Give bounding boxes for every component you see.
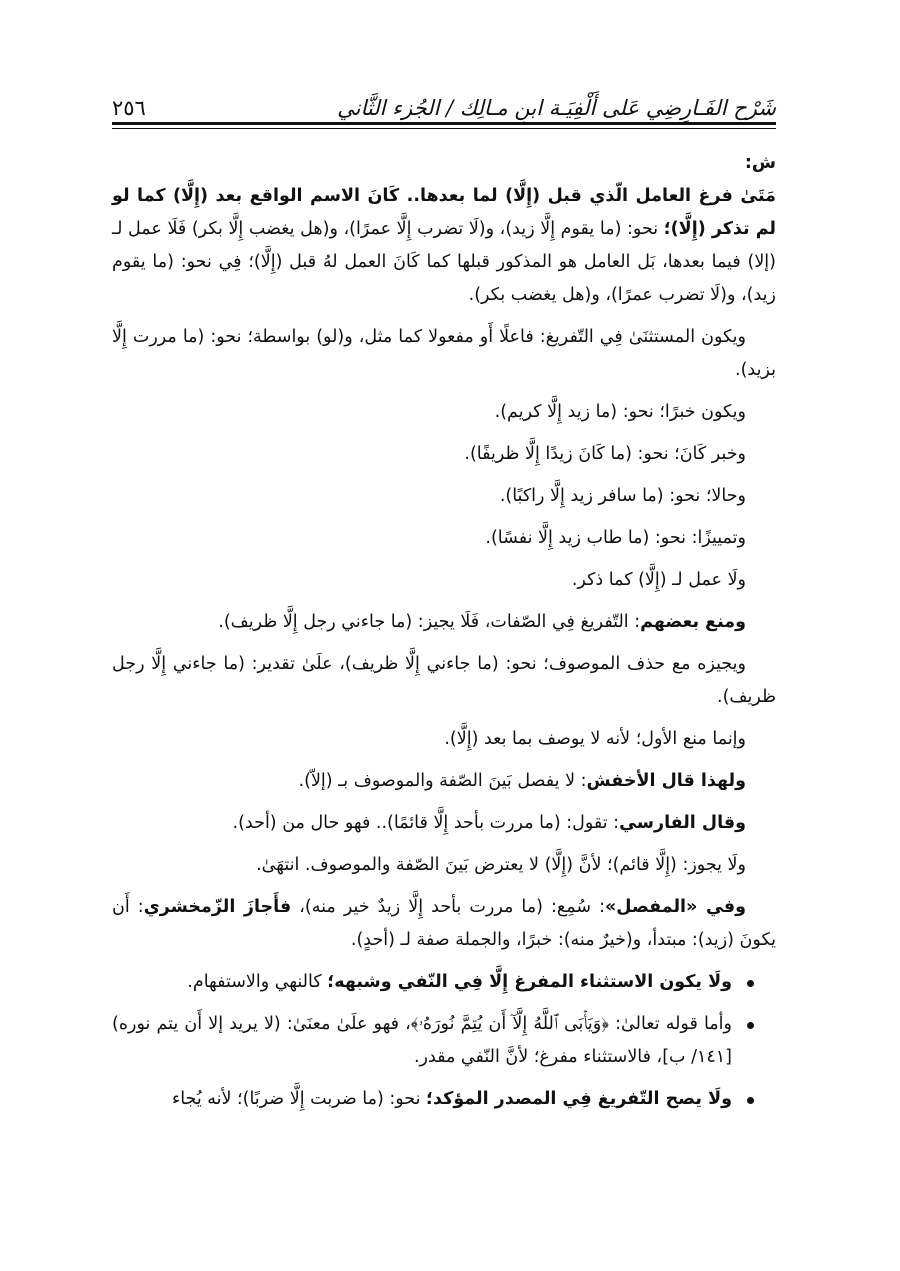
paragraph-5: وحالا؛ نحو: (ما سافر زيد إِلَّا راكبًا).	[499, 486, 746, 506]
paragraph-10: وإنما منع الأول؛ لأنه لا يوصف بما بعد (إِلَّا).	[444, 729, 746, 749]
paragraph-12	[112, 807, 776, 840]
bullet-item	[112, 1008, 776, 1074]
bullet-dot-icon	[747, 1022, 754, 1029]
paragraph-14-bold-2: فأَجازَ الزّمخشري	[143, 897, 292, 917]
paragraph-12-bold: وقال الفارسي	[619, 813, 746, 833]
bullet-list	[112, 966, 776, 1116]
paragraph-14-rest: : أَن يكونَ (زيد): مبتدأ، و(خيرٌ منه): خبرًا، والجملة صفة لـ (أحدٍ).	[112, 897, 776, 950]
commentary-marker: ش:	[744, 153, 776, 173]
bullet-item	[112, 1083, 776, 1116]
paragraph-11-rest: : لا يفصل بَينَ الصّفة والموصوف بـ (إلاّ).	[298, 771, 587, 791]
page-number: ٢٥٦	[112, 96, 146, 120]
paragraph-11-bold: ولهذا قال الأخفش	[586, 771, 746, 791]
bullet-1-rest: كالنهي والاستفهام.	[187, 972, 328, 992]
running-title: شَرْح الفَـارِضِي عَلى أَلْفِيَـة ابنِ مـالِك / الجُزء الثَّاني	[337, 96, 776, 120]
bullet-item	[112, 966, 776, 999]
paragraph-11	[112, 765, 776, 798]
paragraph-14-mid: : سُمِع: (ما مررت بأحد إِلَّا زيدٌ خير منه)،	[291, 897, 605, 917]
header-rule-thick	[112, 122, 776, 125]
bullet-3-rest: نحو: (ما ضربت إِلَّا ضربًا)؛ لأنه يُجاء	[171, 1089, 427, 1109]
paragraph-4: وخبر كَانَ؛ نحو: (ما كَانَ زيدًا إِلَّا ظريفًا).	[464, 444, 746, 464]
paragraph-14	[112, 891, 776, 957]
bullet-dot-icon	[747, 1097, 754, 1104]
paragraph-13: ولَا يجوز: (إِلَّا قائم)؛ لأنَّ (إِلَّا) لا يعترض بَينَ الصّفة والموصوف. انتهَىٰ.	[256, 855, 746, 875]
running-header	[112, 72, 776, 120]
book-page	[112, 72, 776, 1125]
paragraph-8-rest: : التّفريغ فِي الصّفات، فَلَا يجيز: (ما جاءني رجل إِلَّا ظريف).	[218, 612, 641, 632]
paragraph-12-rest: : تقول: (ما مررت بأحد إِلَّا قائمًا).. فهو حال من (أحد).	[232, 813, 620, 833]
bullet-1-bold: ولَا يكون الاستثناء المفرغ إِلَّا فِي النّفي وشبهه؛	[327, 972, 732, 992]
paragraph-7: ولَا عمل لـ (إِلَّا) كما ذكر.	[571, 570, 746, 590]
paragraph-14-bold-1: وفي «المفصل»	[604, 897, 746, 917]
paragraph-8-bold: ومنع بعضهم	[640, 612, 746, 632]
paragraph-3: ويكون خبرًا؛ نحو: (ما زيد إِلَّا كريم).	[494, 402, 746, 422]
header-rule-thin	[112, 128, 776, 129]
paragraph-9: ويجيزه مع حذف الموصوف؛ نحو: (ما جاءني إِلَّا ظريف)، علَىٰ تقدير: (ما جاءني إِلَّا رجل ظريف).	[112, 654, 776, 707]
bullet-2-rest: وأما قوله تعالىٰ: ﴿وَيَأۡبَى ٱللَّهُ إِلَّآ أَن يُتِمَّ نُورَهُۥ﴾، فهو علَىٰ معنَىٰ: (لا يريد إلا أَن يتم نوره) [١٤١/ ب]، فالاستثناء مفرغ؛ لأنَّ النّفي مقدر.	[112, 1014, 732, 1067]
paragraph-6: وتمييزًا: نحو: (ما طاب زيد إِلَّا نفسًا).	[485, 528, 746, 548]
paragraph-8	[112, 606, 776, 639]
bullet-dot-icon	[747, 980, 754, 987]
paragraph-1-rest: نحو: (ما يقوم إِلَّا زيد)، و(لَا تضرب إِلَّا عمرًا)، و(هل يغضب إِلَّا بكر) فَلَا عمل لـ (إلا) فيما بعدها، بَل العامل هو المذكور قبلها كما كَانَ العمل لهُ قبل (إِلَّا)؛ فِي نحو: (ما يقوم زيد)، و(لَا تضرب عمرًا)، و(هل يغضب بكر).	[112, 219, 776, 305]
bullet-3-bold: ولَا يصح التّفريغ فِي المصدر المؤكد؛	[426, 1089, 732, 1109]
paragraph-1-bold: مَتَىٰ فرغ العامل الّذي قبل (إِلَّا) لما بعدها.. كَانَ الاسم الواقع بعد (إِلَّا) كما لو لم تذكر (إِلَّا)؛	[112, 186, 776, 239]
body-text	[112, 147, 776, 1116]
paragraph-1	[112, 180, 776, 312]
paragraph-2: ويكون المستثنَىٰ فِي التّفريغ: فاعلًا أَو مفعولا كما مثل، و(لو) بواسطة؛ نحو: (ما مررت إِلَّا بزيد).	[112, 327, 776, 380]
